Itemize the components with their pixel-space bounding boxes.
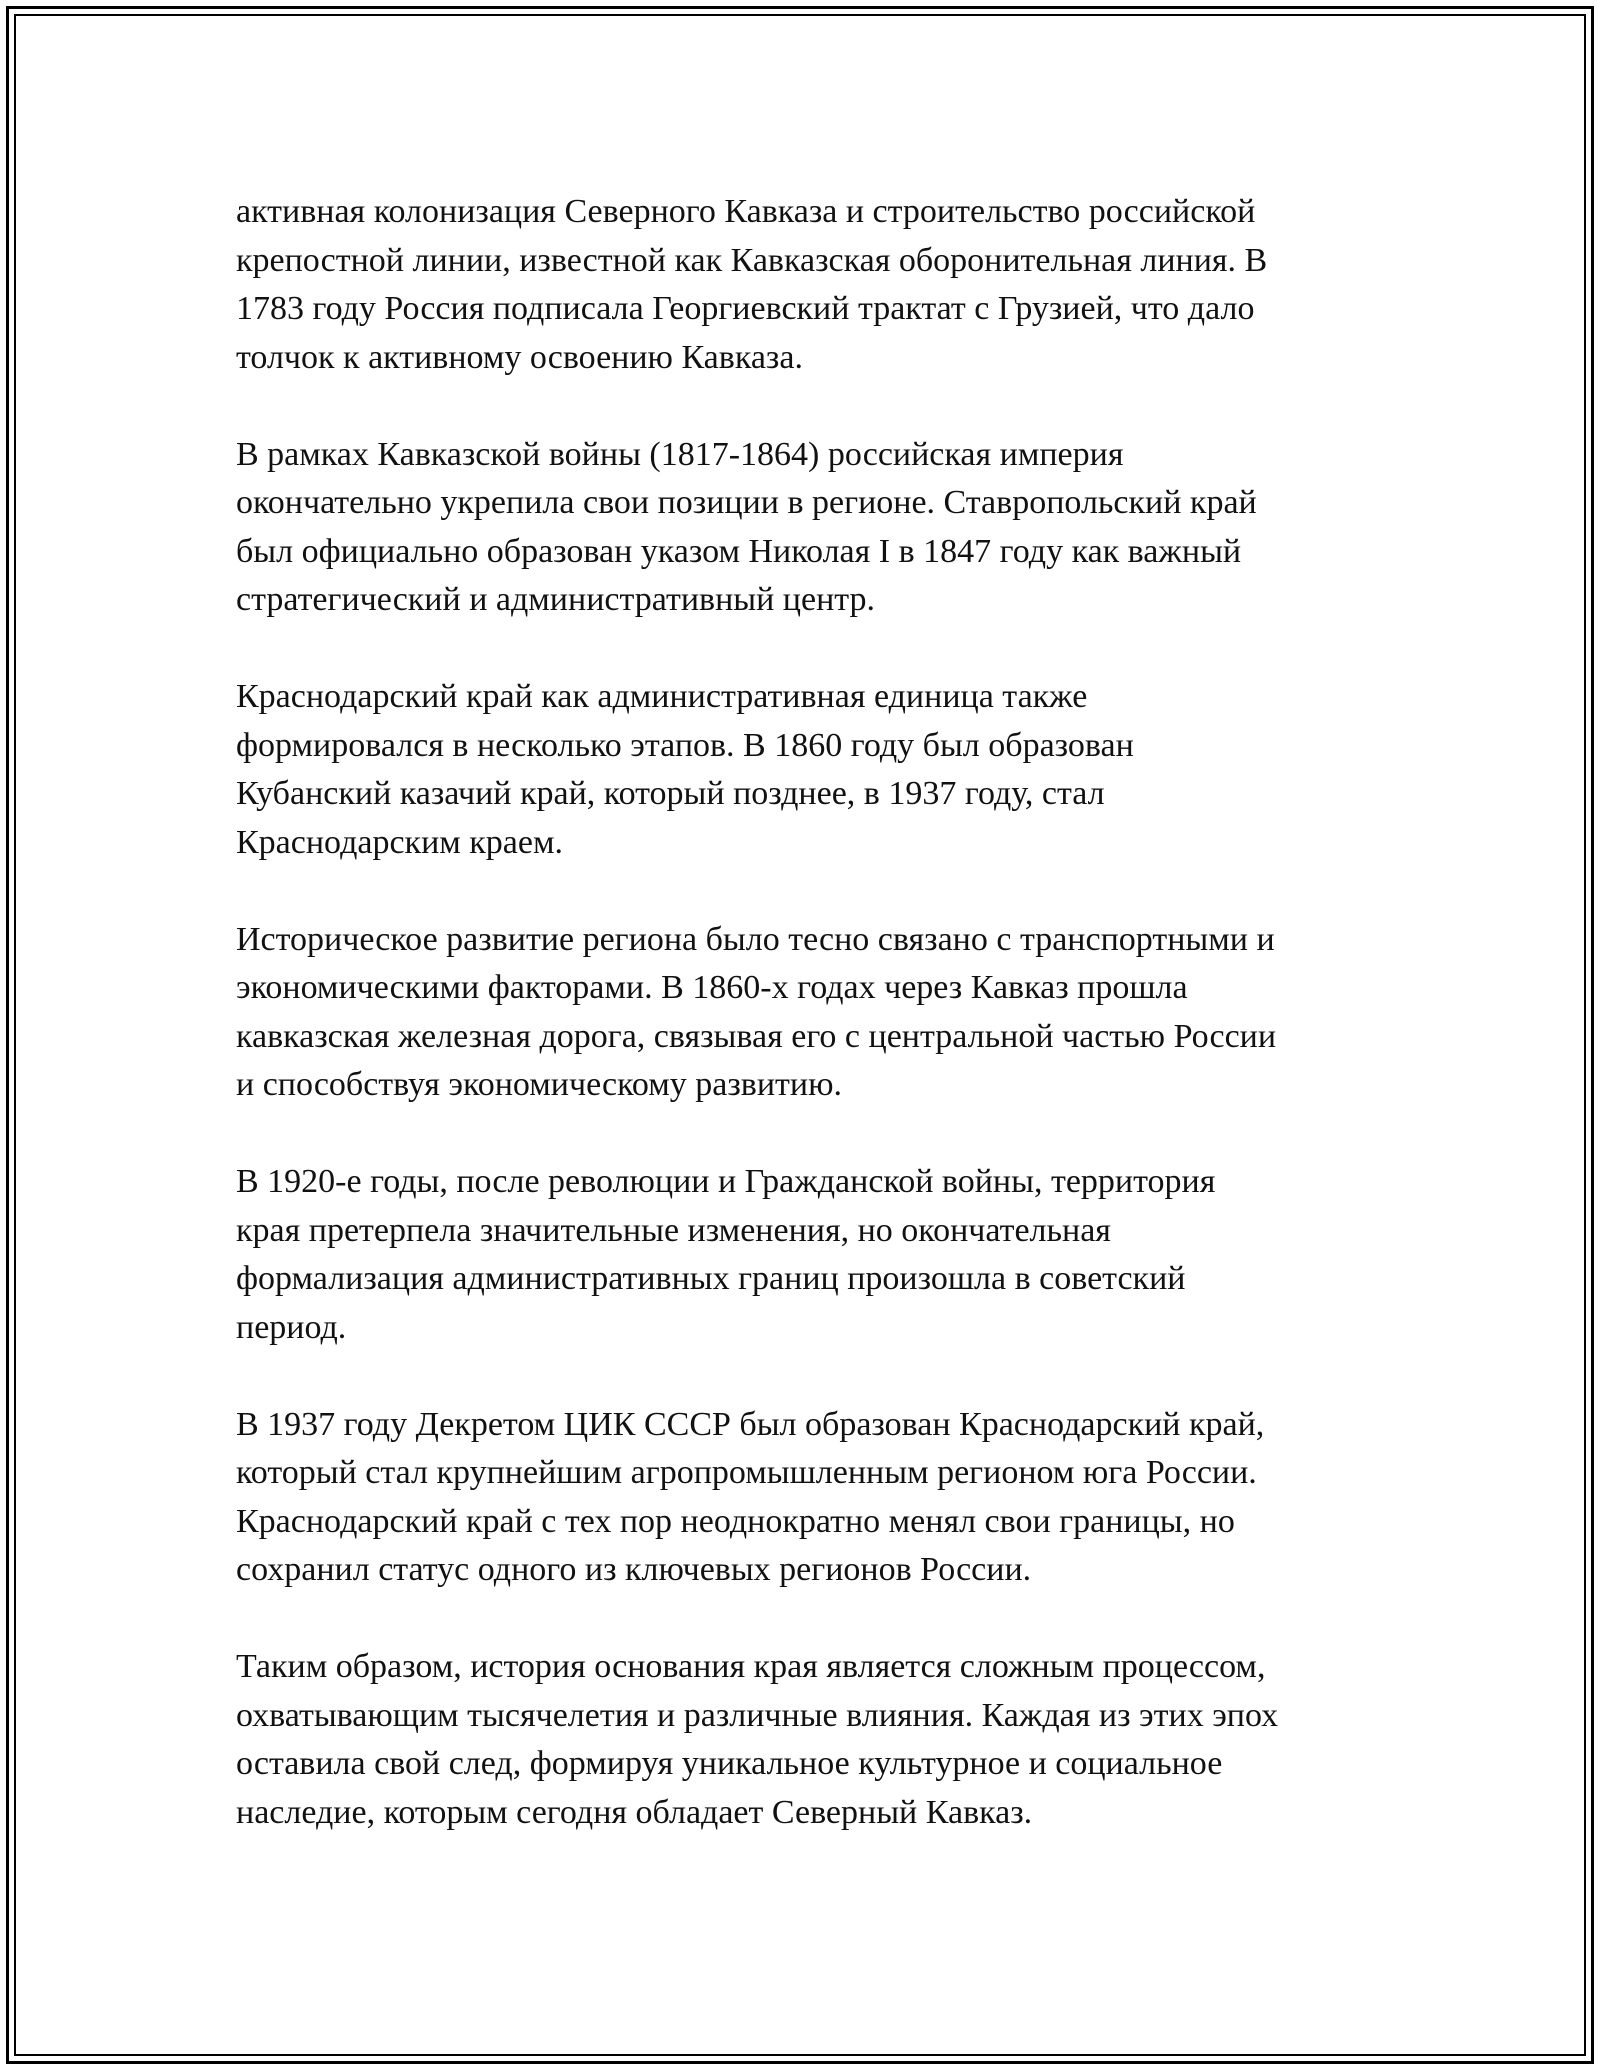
- text-line: 1783 году Россия подписала Георгиевский трактат с Грузией, что дало: [236, 290, 1255, 327]
- text-line: охватывающим тысячелетия и различные влияния. Каждая из этих эпох: [236, 1696, 1279, 1734]
- text-line: экономическими факторами. В 1860-х годах через Кавказ прошла: [236, 969, 1188, 1006]
- text-line: был официально образован указом Николая I в 1847 году как важный: [236, 532, 1242, 570]
- text-line: формализация административных границ произошла в советский: [236, 1260, 1186, 1297]
- text-line: В 1920-е годы, после революции и Гражданской войны, территория: [236, 1163, 1216, 1200]
- text-line: и способствуя экономическому развитию.: [236, 1066, 843, 1103]
- text-line: крепостной линии, известной как Кавказская оборонительная линия. В: [236, 241, 1268, 279]
- text-line: окончательно укрепила свои позиции в регионе. Ставропольский край: [236, 484, 1257, 521]
- text-line: активная колонизация Северного Кавказа и строительство российской: [236, 193, 1256, 230]
- text-line: Таким образом, история основания края является сложным процессом,: [236, 1648, 1266, 1685]
- paragraph-4: [236, 916, 1386, 1110]
- text-line: период.: [236, 1308, 347, 1346]
- text-line: сохранил статус одного из ключевых регионов России.: [236, 1551, 1032, 1588]
- text-line: толчок к активному освоению Кавказа.: [236, 338, 803, 376]
- text-line: наследие, которым сегодня обладает Северный Кавказ.: [236, 1793, 1033, 1831]
- text-line: В 1937 году Декретом ЦИК СССР был образован Краснодарский край,: [236, 1405, 1265, 1443]
- paragraph-3: [236, 673, 1386, 867]
- text-line: В рамках Кавказской войны (1817-1864) российская империя: [236, 435, 1124, 473]
- text-line: стратегический и административный центр.: [236, 581, 876, 618]
- paragraph-1: [236, 188, 1386, 382]
- text-line: края претерпела значительные изменения, но окончательная: [236, 1211, 1111, 1249]
- text-line: формировался в несколько этапов. В 1860 году был образован: [236, 726, 1134, 764]
- text-line: Краснодарским краем.: [236, 823, 564, 861]
- text-line: Краснодарский край как административная единица также: [236, 678, 1088, 715]
- paragraph-7: [236, 1643, 1386, 1837]
- text-line: кавказская железная дорога, связывая его с центральной частью России: [236, 1017, 1277, 1055]
- text-line: оставила свой след, формируя уникальное культурное и социальное: [236, 1745, 1223, 1782]
- text-line: Кубанский казачий край, который позднее, в 1937 году, стал: [236, 775, 1105, 812]
- paragraph-6: [236, 1401, 1386, 1595]
- paragraph-2: [236, 431, 1386, 625]
- text-line: который стал крупнейшим агропромышленным регионом юга России.: [236, 1454, 1257, 1491]
- document-body: [236, 188, 1386, 1886]
- text-line: Краснодарский край с тех пор неоднократно менял свои границы, но: [236, 1502, 1235, 1540]
- paragraph-5: [236, 1158, 1386, 1352]
- text-line: Историческое развитие региона было тесно связано с транспортными и: [236, 920, 1275, 958]
